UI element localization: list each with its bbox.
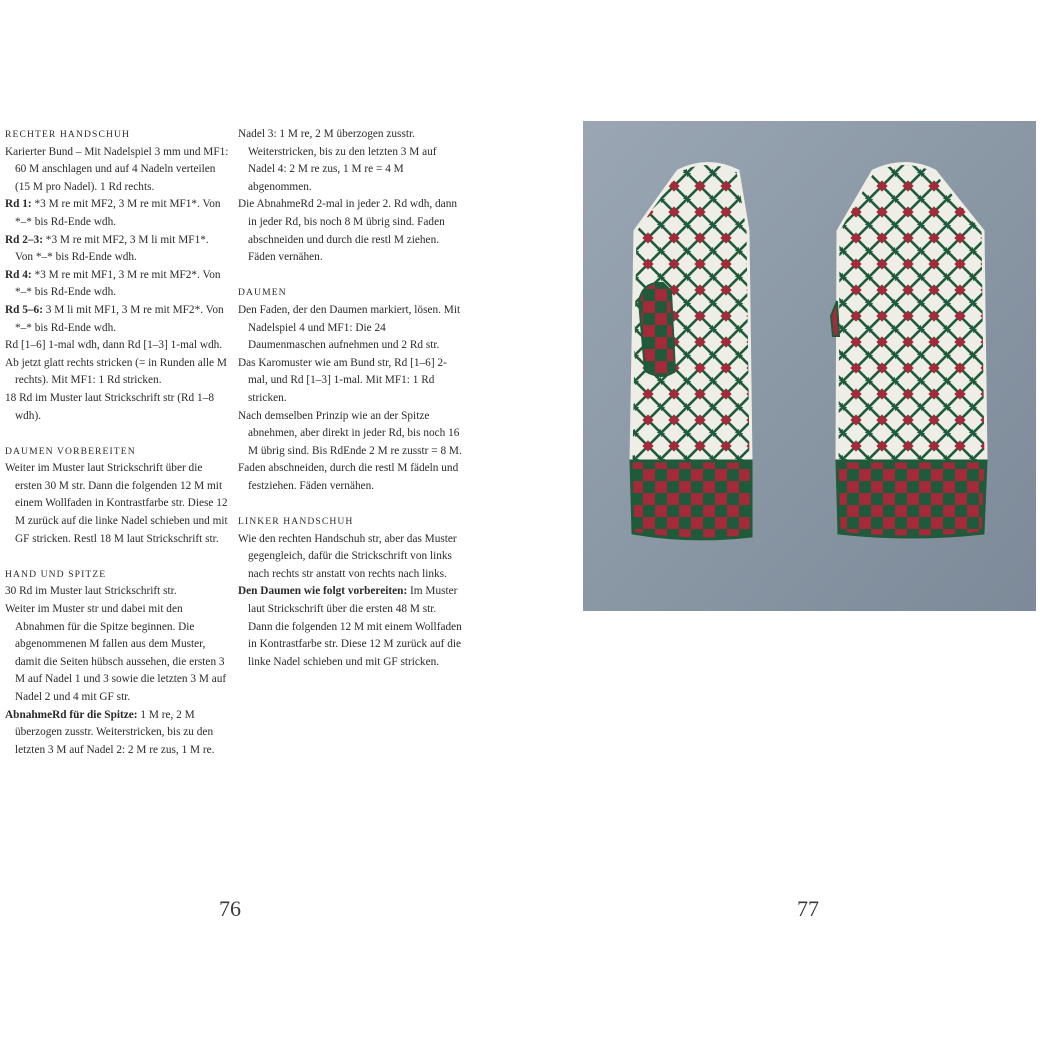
instruction-text: Das Karomuster wie am Bund str, Rd [1–6] 2-mal, und Rd [1–3] 1-mal. Mit MF1: 1 Rd stricken. (238, 356, 447, 404)
instruction-text: Nadel 3: 1 M re, 2 M überzogen zusstr. Weiterstricken, bis zu den letzten 3 M auf Nadel 4: 2 M re zus, 1 M re = 4 M abgenommen. (238, 128, 437, 193)
instruction-paragraph (5, 302, 229, 337)
instruction-lead: Den Daumen wie folgt vorbereiten: (238, 585, 408, 598)
section-heading: HAND UND SPITZE (5, 568, 107, 580)
instruction-paragraph (238, 583, 462, 671)
instruction-text: Weiter im Muster str und dabei mit den Abnahmen für die Spitze beginnen. Die abgenommenen M fallen aus dem Muster, damit die Seiten hübsch aussehen, die ersten 3 M auf Nadel 1 und 3 sowie die letzten 3 M auf Nadel 2 und 4 mit GF str. (5, 603, 227, 703)
section-heading: DAUMEN VORBEREITEN (5, 445, 136, 457)
left-text-column (5, 126, 229, 759)
instruction-lead: AbnahmeRd für die Spitze: (5, 708, 138, 721)
section-gap (238, 267, 462, 285)
instruction-text: 30 Rd im Muster laut Strickschrift str. (5, 585, 177, 598)
page-number-left: 76 (219, 896, 241, 921)
instruction-paragraph (238, 460, 462, 495)
instruction-text: Wie den rechten Handschuh str, aber das Muster gegengleich, dafür die Strickschrift von links nach rechts str anstatt von rechts nach links. (238, 532, 457, 580)
instruction-paragraph (5, 601, 229, 707)
instruction-text: Karierter Bund – Mit Nadelspiel 3 mm und MF1: 60 M anschlagen und auf 4 Nadeln verteilen (15 M pro Nadel). 1 Rd rechts. (5, 145, 229, 193)
instruction-paragraph (238, 302, 462, 355)
instruction-text: Nach demselben Prinzip wie an der Spitze abnehmen, aber direkt in jeder Rd, bis noch 16 M übrig sind. Bis RdEnde 2 M re zusstr = 8 M. (238, 409, 462, 457)
section-gap (5, 548, 229, 566)
instruction-paragraph (5, 267, 229, 302)
right-mitten (831, 164, 986, 538)
instruction-paragraph (5, 707, 229, 760)
instruction-paragraph (5, 583, 229, 601)
instruction-paragraph (5, 460, 229, 548)
section-heading: DAUMEN (238, 287, 287, 299)
instruction-text: *3 M re mit MF2, 3 M li mit MF1*. Von *–* bis Rd-Ende wdh. (15, 233, 209, 264)
instruction-text: Ab jetzt glatt rechts stricken (= in Runden alle M rechts). Mit MF1: 1 Rd stricken. (5, 356, 227, 387)
instruction-paragraph (238, 355, 462, 408)
instruction-lead: Rd 2–3: (5, 233, 43, 246)
section-gap (238, 495, 462, 513)
page-number-right: 77 (797, 896, 819, 921)
instruction-paragraph (5, 337, 229, 355)
instruction-lead: Rd 1: (5, 198, 32, 211)
section-gap (5, 425, 229, 443)
instruction-text: Den Faden, der den Daumen markiert, lösen. Mit Nadelspiel 4 und MF1: Die 24 Daumenmaschen aufnehmen und 2 Rd str. (238, 303, 461, 352)
section-heading: LINKER HANDSCHUH (238, 516, 354, 528)
instruction-paragraph (238, 196, 462, 266)
instruction-lead: Rd 5–6: (5, 303, 43, 316)
instruction-paragraph (238, 408, 462, 461)
instruction-text: *3 M re mit MF2, 3 M re mit MF1*. Von *–* bis Rd-Ende wdh. (15, 198, 221, 228)
instruction-paragraph (5, 390, 229, 425)
instruction-text: 1 M re, 2 M überzogen zusstr. Weiterstricken, bis zu den letzten 3 M auf Nadel 2: 2 M re zus, 1 M re. (15, 708, 215, 756)
mittens-photo (583, 121, 1036, 611)
instruction-text: Weiter im Muster laut Strickschrift über die ersten 30 M str. Dann die folgenden 12 M mit einem Wollfaden in Kontrastfarbe str. Diese 12 M zurück auf die linke Nadel schieben und mit GF stricken. Restl 18 M laut Strickschrift str. (5, 462, 228, 545)
instruction-paragraph (5, 196, 229, 231)
section-heading: RECHTER HANDSCHUH (5, 129, 131, 140)
instruction-text: *3 M re mit MF1, 3 M re mit MF2*. Von *–* bis Rd-Ende wdh. (15, 268, 221, 299)
instruction-paragraph (238, 126, 462, 196)
instruction-paragraph (5, 232, 229, 267)
instruction-text: Die AbnahmeRd 2-mal in jeder 2. Rd wdh, dann in jeder Rd, bis noch 8 M übrig sind. Faden abschneiden und durch die restl M ziehen. Fäden vernähen. (238, 198, 457, 264)
instruction-paragraph (5, 144, 229, 197)
instruction-text: 3 M li mit MF1, 3 M re mit MF2*. Von *–* bis Rd-Ende wdh. (15, 303, 224, 334)
instruction-text: Rd [1–6] 1-mal wdh, dann Rd [1–3] 1-mal wdh. (5, 339, 223, 352)
instruction-text: Im Muster laut Strickschrift über die ersten 48 M str. Dann die folgenden 12 M mit einem Wollfaden in Kontrastfarbe str. Diese 12 M zurück auf die linke Nadel schieben und mit GF stricken. (248, 585, 462, 668)
left-mitten (631, 164, 751, 539)
right-text-column (238, 126, 462, 671)
instruction-paragraph (5, 355, 229, 390)
mittens-illustration (583, 121, 1036, 611)
instruction-text: Faden abschneiden, durch die restl M fädeln und festziehen. Fäden vernähen. (238, 462, 459, 492)
instruction-paragraph (238, 531, 462, 584)
instruction-lead: Rd 4: (5, 268, 32, 281)
instruction-text: 18 Rd im Muster laut Strickschrift str (Rd 1–8 wdh). (5, 391, 214, 422)
